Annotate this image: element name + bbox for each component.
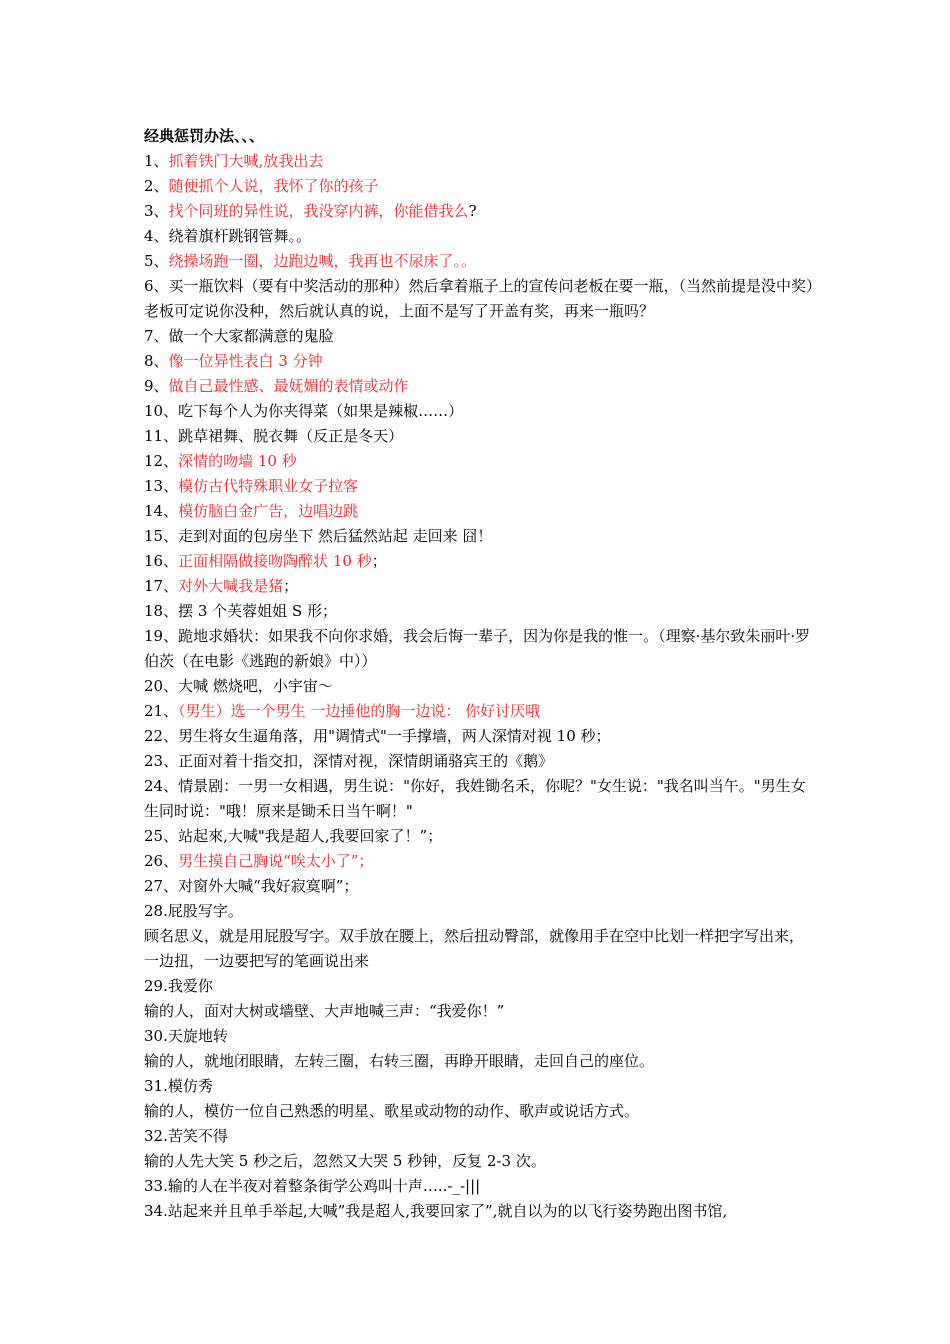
list-item (144, 524, 814, 549)
list-item-text: 8、 (144, 352, 169, 370)
list-item-text: 19、跪地求婚状：如果我不向你求婚，我会后悔一辈子，因为你是我的惟一。（理察·基尔致朱丽叶·罗伯茨（在电影《逃跑的新娘》中）） (144, 627, 811, 670)
list-item-text: 27、对窗外大喊“我好寂寞啊”； (144, 877, 359, 895)
list-item-suffix: ； (371, 552, 387, 570)
list-item (144, 849, 814, 874)
list-item-highlight: 绕操场跑一圈，边跑边喊，我再也不尿床了。。 (168, 252, 477, 270)
list-item (144, 1149, 814, 1174)
list-item (144, 749, 814, 774)
list-item-highlight: 男生摸自己胸说“唉太小了”； (178, 852, 374, 870)
list-item (144, 599, 814, 624)
list-item-text: 31.模仿秀 (144, 1077, 213, 1095)
list-item-text: 11、跳草裙舞、脱衣舞（反正是冬天） (144, 427, 404, 445)
list-item (144, 899, 814, 924)
penalty-list (144, 149, 814, 1224)
list-item-text: 23、正面对着十指交扣，深情对视，深情朗诵骆宾王的《鹅》 (144, 752, 554, 770)
list-item-text: 15、走到对面的包房坐下 然后猛然站起 走回来 囧！ (144, 527, 493, 545)
list-item-text: 28.屁股写字。 (144, 902, 243, 920)
list-item (144, 1124, 814, 1149)
list-item (144, 699, 814, 724)
list-item (144, 999, 814, 1024)
list-item (144, 174, 814, 199)
list-item (144, 924, 814, 974)
list-item (144, 1024, 814, 1049)
list-item (144, 874, 814, 899)
list-item-text: 20、大喊 燃烧吧，小宇宙～ (144, 677, 333, 695)
list-item-highlight: 做自己最性感、最妩媚的表情或动作 (168, 377, 409, 395)
list-item-text: 5、 (144, 252, 169, 270)
list-item-text: 30.天旋地转 (144, 1027, 228, 1045)
list-item (144, 499, 814, 524)
list-item (144, 1199, 814, 1224)
list-item (144, 149, 814, 174)
list-item (144, 674, 814, 699)
list-item-text: 9、 (144, 377, 169, 395)
document-title: 经典惩罚办法、、、 (144, 127, 265, 145)
list-item-text: 4、绕着旗杆跳钢管舞。。 (144, 227, 312, 245)
list-item-highlight: 模仿古代特殊职业女子拉客 (178, 477, 359, 495)
list-item (144, 449, 814, 474)
list-item-text: 6、买一瓶饮料（要有中奖活动的那种）然后拿着瓶子上的宣传问老板在要一瓶，（当然前提是没中奖）老板可定说你没种，然后就认真的说，上面不是写了开盖有奖，再来一瓶吗？ (144, 277, 814, 320)
list-item-text: 16、 (144, 552, 179, 570)
list-item-text: 33.输的人在半夜对着整条街学公鸡叫十声…..-_-||| (144, 1177, 481, 1195)
list-item-text: 10、吃下每个人为你夹得菜（如果是辣椒……） (144, 402, 464, 420)
list-item-text: 26、 (144, 852, 179, 870)
list-item-text: 18、摆 3 个芙蓉姐姐 S 形； (144, 602, 337, 620)
list-item-text: 14、 (144, 502, 179, 520)
list-item-suffix: ? (468, 202, 477, 220)
list-item-highlight: 像一位异性表白 3 分钟 (168, 352, 323, 370)
document-body (144, 124, 814, 1224)
list-item (144, 424, 814, 449)
list-item-highlight: 正面相隔做接吻陶醉状 10 秒 (178, 552, 372, 570)
list-item (144, 474, 814, 499)
list-item-text: 1、 (144, 152, 169, 170)
list-item-text: 22、男生将女生逼角落，用"调情式"一手撑墙，两人深情对视 10 秒； (144, 727, 611, 745)
list-item (144, 399, 814, 424)
list-item-highlight: （男生）选一个男生 一边捶他的胸一边说： 你好讨厌哦 (178, 702, 541, 720)
list-item (144, 249, 814, 274)
list-item (144, 1099, 814, 1124)
list-item (144, 574, 814, 599)
list-item-text: 13、 (144, 477, 179, 495)
list-item-text: 21、 (144, 702, 179, 720)
list-item-text: 输的人，就地闭眼睛，左转三圈，右转三圈，再睁开眼睛，走回自己的座位。 (144, 1052, 655, 1070)
list-item-text: 25、站起來,大喊"我是超人,我要回家了！”； (144, 827, 443, 845)
list-item-text: 34.站起来并且单手举起,大喊”我是超人,我要回家了”,就自以为的以飞行姿势跑出图书馆, (144, 1202, 728, 1220)
list-item-text: 2、 (144, 177, 169, 195)
list-item (144, 1074, 814, 1099)
list-item-highlight: 深情的吻墙 10 秒 (178, 452, 297, 470)
list-item-highlight: 抓着铁门大喊,放我出去 (168, 152, 324, 170)
list-item-text: 7、做一个大家都满意的鬼脸 (144, 327, 334, 345)
list-item-highlight: 随便抓个人说，我怀了你的孩子 (168, 177, 379, 195)
list-item (144, 374, 814, 399)
list-item-text: 输的人，面对大树或墙壁、大声地喊三声：“我爱你！” (144, 1002, 505, 1020)
list-item-text: 输的人，模仿一位自己熟悉的明星、歌星或动物的动作、歌声或说话方式。 (144, 1102, 640, 1120)
list-item (144, 274, 814, 324)
list-item-text: 24、情景剧：一男一女相遇，男生说："你好，我姓锄名禾，你呢？"女生说："我名叫当午。"男生女生同时说："哦！原来是锄禾日当午啊！" (144, 777, 806, 820)
list-item (144, 199, 814, 224)
list-item (144, 549, 814, 574)
list-item-text: 顾名思义，就是用屁股写字。双手放在腰上，然后扭动臀部，就像用手在空中比划一样把字写出来，一边扭，一边要把写的笔画说出来 (144, 927, 805, 970)
list-item-text: 12、 (144, 452, 179, 470)
list-item (144, 1174, 814, 1199)
list-item-highlight: 模仿脑白金广告，边唱边跳 (178, 502, 359, 520)
list-item-text: 3、 (144, 202, 169, 220)
list-item-highlight: 找个同班的异性说，我没穿内裤，你能借我么 (168, 202, 469, 220)
list-item (144, 824, 814, 849)
list-item-highlight: 对外大喊我是猪 (178, 577, 284, 595)
list-item (144, 774, 814, 824)
list-item-suffix: ； (283, 577, 299, 595)
list-item-text: 输的人先大笑 5 秒之后，忽然又大哭 5 秒钟，反复 2-3 次。 (144, 1152, 546, 1170)
list-item (144, 974, 814, 999)
list-item-text: 29.我爱你 (144, 977, 213, 995)
list-item (144, 724, 814, 749)
list-item (144, 224, 814, 249)
list-item (144, 1049, 814, 1074)
list-item (144, 349, 814, 374)
list-item-text: 32.苦笑不得 (144, 1127, 228, 1145)
list-item (144, 624, 814, 674)
list-item (144, 324, 814, 349)
list-item-text: 17、 (144, 577, 179, 595)
